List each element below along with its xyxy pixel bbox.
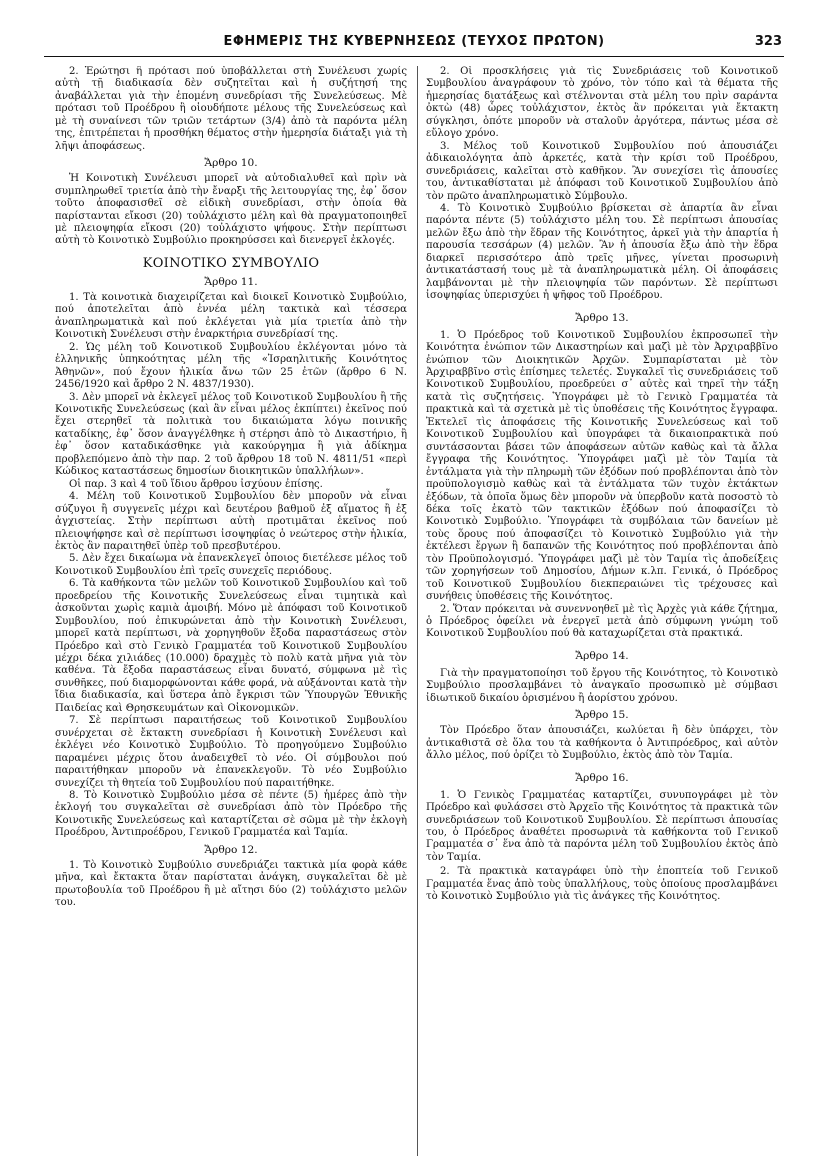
paragraph-art16-1: 1. Ὁ Γενικὸς Γραμματέας καταρτίζει, συνυπογράφει μὲ τὸν Πρόεδρο καὶ φυλάσσει στὸ Ἀρχεῖο τῆς Κοινότητος τὰ πρακτικὰ τῶν συνεδριάσεων τοῦ Κοινοτικοῦ Συμβουλίου. Σὲ περίπτωσι ἀπουσίας του, ὁ Πρόεδρος ἀναθέτει προσωρινὰ τὰ καθήκοντα τοῦ Γενικοῦ Γραμματέα σ᾽ ἕνα ἀπὸ τὰ παρόντα μέλη τοῦ Συμβουλίου ἐκτὸς ἀπὸ τὸν Ταμία. (426, 789, 778, 863)
paragraph-art12-2: 2. Οἱ προσκλήσεις γιὰ τὶς Συνεδριάσεις τοῦ Κοινοτικοῦ Συμβουλίου ἀναγράφουν τὸ χρόνο, τὸν τόπο καὶ τὰ θέματα τῆς ἡμερησίας διατάξεως καὶ στέλνονται στὰ μέλη του πρὶν σαράντα ὀκτὼ (48) ὧρες τοὐλάχιστον, ἐκτὸς ἂν πρόκειται γιὰ ἔκτακτη σύγκλησι, ὁπότε μποροῦν νὰ σταλοῦν ἀργότερα, πάντως μέσα σὲ εὔλογο χρόνο. (426, 66, 778, 140)
gazette-title: ΕΦΗΜΕΡΙΣ ΤΗΣ ΚΥΒΕΡΝΗΣΕΩΣ (ΤΕΥΧΟΣ ΠΡΩΤΟΝ) (223, 34, 605, 49)
article-14-heading: Ἄρθρο 14. (575, 649, 629, 662)
article-12-heading: Ἄρθρο 12. (204, 843, 258, 856)
paragraph-art11-2: 2. Ὡς μέλη τοῦ Κοινοτικοῦ Συμβουλίου ἐκλέγονται μόνο τὰ ἑλληνικῆς ὑπηκοότητας μέλη τῆς «Ἰσραηλιτικῆς Κοινότητος Ἀθηνῶν», πού ἔχουν ἡλικία ἄνω τῶν 25 ἐτῶν (ἄρθρο 6 Ν. 2456/1920 καὶ ἄρθρο 2 Ν. 4837/1930). (55, 341, 407, 391)
paragraph-art11-5: 5. Δὲν ἔχει δικαίωμα νὰ ἐπανεκλεγεῖ ὁποιος διετέλεσε μέλος τοῦ Κοινοτικοῦ Συμβουλίου ἐπὶ τρεῖς συνεχεῖς περιόδους. (55, 553, 407, 577)
paragraph-art11-1: 1. Τὰ κοινοτικὰ διαχειρίζεται καὶ διοικεῖ Κοινοτικὸ Συμβούλιο, πού ἀποτελεῖται ἀπὸ ἐννέα μέλη τακτικὰ καὶ τέσσερα ἀναπληρωματικὰ καὶ πού ἐκλέγεται γιὰ μία τριετία ἀπὸ τὴν Κοινοτικὴ Συνέλευσι στὴν ἐναρκτήρια συνεδρίασί της. (55, 291, 407, 341)
article-15-heading: Ἄρθρο 15. (575, 709, 629, 722)
article-11-heading: Ἄρθρο 11. (204, 275, 258, 288)
paragraph-art14: Γιὰ τὴν πραγματοποίησι τοῦ ἔργου τῆς Κοινότητος, τὸ Κοινοτικὸ Συμβούλιο προσλαμβάνει τὸ ἀναγκαῖο προσωπικὸ μὲ σύμβασι ἰδιωτικοῦ δικαίου ὁρισμένου ἢ ἀορίστου χρόνου. (426, 667, 778, 704)
paragraph-art11-6: 6. Τὰ καθήκοντα τῶν μελῶν τοῦ Κοινοτικοῦ Συμβουλίου καὶ τοῦ προεδρείου τῆς Κοινοτικῆς Συνελεύσεως εἶναι τιμητικὰ καὶ ἀσκοῦνται χωρὶς καμιὰ ἀμοιβή. Μόνο μὲ ἀπόφασι τοῦ Κοινοτικοῦ Συμβουλίου, πού ἐπικυρώνεται ἀπὸ τὴν Κοινοτικὴ Συνέλευσι, μπορεῖ κατὰ περίπτωσι, νὰ χορηγηθοῦν ἔξοδα παραστάσεως στὸν Πρόεδρο καὶ στὸ Γενικὸ Γραμματέα τοῦ Κοινοτικοῦ Συμβουλίου μέχρι δέκα χιλιάδες (10.000) δραχμὲς τὸ πολὺ κατὰ μῆνα γιὰ τὸν καθένα. Τὰ ἔξοδα παραστάσεως εἶναι δυνατό, σύμφωνα μὲ τὶς συνθῆκες, πού διαμορφώνονται κάθε φορά, νὰ αὐξάνονται κατὰ τὴν ἴδια διαδικασία, καὶ ὕστερα ἀπὸ ἔγκρισι τῶν Ὑπουργῶν Ἐθνικῆς Παιδείας καὶ Θρησκευμάτων καὶ Οἰκονομικῶν. (55, 578, 407, 714)
column-divider (417, 66, 418, 1156)
paragraph-art11-3b: Οἱ παρ. 3 καὶ 4 τοῦ ἴδιου ἄρθρου ἰσχύουν ἐπίσης. (69, 478, 323, 490)
paragraph-art10: Ἡ Κοινοτικὴ Συνέλευσι μπορεῖ νὰ αὐτοδιαλυθεῖ καὶ πρὶν νὰ συμπληρωθεῖ τριετία ἀπὸ τὴν ἔναρξι τῆς λειτουργίας της, ἐφ᾽ ὅσον τοῦτο ἀποφασισθεῖ σὲ εἰδικὴ συνεδρίασι, στὴν ὁποία θὰ παρίστανται εἴκοσι (20) τοὐλάχιστο μέλη καὶ θὰ πραγματοποιηθεῖ μὲ πλειοψηφία εἴκοσι (20) τοὐλάχιστο ψήφους. Στὴν περίπτωσι αὐτὴ τὸ Κοινοτικὸ Συμβούλιο προκηρύσσει καὶ διενεργεῖ ἐκλογές. (55, 173, 407, 247)
right-column (426, 66, 778, 1158)
paragraph-art15: Τὸν Πρόεδρο ὅταν ἀπουσιάζει, κωλύεται ἢ δὲν ὑπάρχει, τὸν ἀντικαθιστᾶ σὲ ὅλα του τὰ καθήκοντα ὁ Ἀντιπρόεδρος, καὶ αὐτὸν ἄλλο μέλος, πού ὁρίζει τὸ Συμβούλιο, ἐκτὸς ἀπὸ τὸν Ταμία. (426, 725, 778, 762)
article-16-heading: Ἄρθρο 16. (575, 771, 629, 784)
paragraph-art9-2: 2. Ἐρώτησι ἢ πρότασι πού ὑποβάλλεται στὴ Συνέλευσι χωρίς αὐτὴ τῇ διαδικασία δὲν συζητεῖται καὶ ἡ συζήτησή της ἀναβάλλεται γιὰ τὴν ἑπομένη συνεδρίασι τῆς Συνελεύσεως. Μὲ πρότασι τοῦ Προέδρου ἢ οἱουδήποτε μέλους τῆς Συνελεύσεως καὶ μὲ τὴ συναίνεσι τῶν τριῶν τετάρτων (3/4) ἀπὸ τὰ παρόντα μέλη της, ἐπιτρέπεται ἡ προσθήκη θέματος στὴν ἡμερησία διάταξι γιὰ τὴ λῆψι ἀποφάσεως. (55, 66, 407, 152)
paragraph-art11-8: 8. Τὸ Κοινοτικὸ Συμβούλιο μέσα σὲ πέντε (5) ἡμέρες ἀπὸ τὴν ἐκλογή του συγκαλεῖται σὲ συνεδρίασι ἀπὸ τὸν Πρόεδρο τῆς Κοινοτικῆς Συνελεύσεως καὶ καταρτίζεται σὲ σῶμα μὲ τὴν ἐκλογὴ Προέδρου, Ἀντιπροέδρου, Γενικοῦ Γραμματέα καὶ Ταμία. (55, 790, 407, 839)
article-13-heading: Ἄρθρο 13. (575, 311, 629, 324)
page-header (44, 34, 784, 57)
paragraph-art12-3: 3. Μέλος τοῦ Κοινοτικοῦ Συμβουλίου πού ἀπουσιάζει ἀδικαιολόγητα ἀπὸ ἀρκετές, κατὰ τὴν κρίσι τοῦ Προέδρου, συνεδριάσεις, καλεῖται στὸ καθῆκον. Ἂν συνεχίσει τὶς ἀπουσίες του, ἀντικαθίσταται μὲ ἀπόφασι τοῦ Κοινοτικοῦ Συμβουλίου ἀπὸ τὸν πρῶτο ἀναπληρωματικὸ Σύμβουλο. (426, 140, 778, 202)
paragraph-art12-1: 1. Τὸ Κοινοτικὸ Συμβούλιο συνεδριάζει τακτικὰ μία φορὰ κάθε μῆνα, καὶ ἔκτακτα ὅταν παρίσταται ἀνάγκη, συγκαλεῖται δὲ μὲ πρωτοβουλία τοῦ Προέδρου ἢ μὲ αἴτησι δύο (2) τοὐλάχιστο μελῶν του. (55, 859, 407, 909)
paragraph-art11-3: 3. Δὲν μπορεῖ νὰ ἐκλεγεῖ μέλος τοῦ Κοινοτικοῦ Συμβουλίου ἢ τῆς Κοινοτικῆς Συνελεύσεως (καὶ ἂν εἶναι μέλος ἐκπίπτει) ἐκεῖνος πού ἔχει στερηθεῖ τὰ πολιτικὰ του δικαιώματα λόγω ποινικῆς καταδίκης, ἐφ᾽ ὅσον ἀναγγέλθηκε ἡ στέρησι ἀπὸ τὸ Δικαστήριο, ἢ ἐφ᾽ ὅσον καταδικάσθηκε γιὰ κακούργημα ἢ γιὰ ἀδίκημα προβλεπόμενο ἀπὸ τὴν παρ. 2 τοῦ ἄρθρου 18 τοῦ Ν. 4811/51 «περὶ Κώδικος καταστάσεως δημοσίων διοικητικῶν ὑπαλλήλων». (55, 391, 407, 478)
paragraph-art13-2: 2. Ὅταν πρόκειται νὰ συνεννοηθεῖ μὲ τὶς Ἀρχὲς γιὰ κάθε ζήτημα, ὁ Πρόεδρος ὀφείλει νὰ ἐνεργεῖ μετὰ ἀπὸ σύμφωνη γνώμη τοῦ Κοινοτικοῦ Συμβουλίου πού θὰ καταχωρίζεται στὰ πρακτικά. (426, 603, 778, 640)
left-column (55, 66, 407, 1158)
paragraph-art11-7: 7. Σὲ περίπτωσι παραιτήσεως τοῦ Κοινοτικοῦ Συμβουλίου συνέρχεται σὲ ἔκτακτη συνεδρίασι ἡ Κοινοτικὴ Συνέλευσι καὶ ἐκλέγει νέο Κοινοτικὸ Συμβούλιο. Τὸ προηγούμενο Συμβούλιο παραμένει μέχρις ὅτου ἀναδειχθεῖ τὸ νέο. Οἱ σύμβουλοι πού παραιτήθηκαν μποροῦν νὰ ἐπανεκλεγοῦν. Τὸ νέο Συμβούλιο συνεχίζει τὴ θητεία τοῦ Συμβουλίου πού παραιτήθηκε. (55, 715, 407, 789)
section-title: ΚΟΙΝΟΤΙΚΟ ΣΥΜΒΟΥΛΙΟ (142, 255, 320, 271)
paragraph-art16-2: 2. Τὰ πρακτικὰ καταγράφει ὑπὸ τὴν ἐποπτεία τοῦ Γενικοῦ Γραμματέα ἕνας ἀπὸ τοὺς ὑπαλλήλους, τοὺς ὁποίους προσλαμβάνει τὸ Κοινοτικὸ Συμβούλιο γιὰ τὶς ἀνάγκες τῆς Κοινότητος. (426, 866, 778, 903)
paragraph-art11-4: 4. Μέλη τοῦ Κοινοτικοῦ Συμβουλίου δὲν μποροῦν νὰ εἶναι σύζυγοι ἢ συγγενεῖς μέχρι καὶ δευτέρου βαθμοῦ ἐξ αἵματος ἢ ἐξ ἀγχιστείας. Στὴν περίπτωσι αὐτὴ προτιμᾶται ἐκεῖνος πού πλειοψήφησε καὶ σὲ περίπτωσι ἰσοψηφίας ὁ νεώτερος στὴν ἡλικία, ἐκτὸς ἂν παραιτηθεῖ ὑπὲρ τοῦ πρεσβυτέρου. (55, 491, 407, 552)
page-number: 323 (754, 34, 782, 49)
article-10-heading: Ἄρθρο 10. (204, 157, 258, 170)
paragraph-art13-1: 1. Ὁ Πρόεδρος τοῦ Κοινοτικοῦ Συμβουλίου ἐκπροσωπεῖ τὴν Κοινότητα ἐνώπιον τῶν Δικαστηρίων καὶ μαζὶ μὲ τὸν Ἀρχιραββῖνο ἐνώπιον τῶν Διοικητικῶν Ἀρχῶν. Συμπαρίσταται μὲ τὸν Ἀρχιραββῖνο στὶς ἐπίσημες τελετές. Συγκαλεῖ τὶς συνεδριάσεις τοῦ Κοινοτικοῦ Συμβουλίου, προεδρεύει σ᾽ αὐτὲς καὶ τηρεῖ τὴν τάξη κατὰ τὶς συζητήσεις. Ὑπογράφει μὲ τὸ Γενικὸ Γραμματέα τὰ πρακτικὰ καὶ τὰ σχετικὰ μὲ τὶς ὑποθέσεις τῆς Κοινότητος ἔγγραφα. Ἐκτελεῖ τὶς ἀποφάσεις τῆς Κοινοτικῆς Συνελεύσεως καὶ τοῦ Κοινοτικοῦ Συμβουλίου καὶ ὑπογράφει τὰ δικαιοπρακτικὰ πού συντάσσονται βάσει τῶν ἀποφάσεων αὐτῶν καθὼς καὶ τὰ ἄλλα ἔγγραφα τῆς Κοινότητος. Ὑπογράφει μαζὶ μὲ τὸν Ταμία τὰ ἐντάλματα γιὰ τὴν πληρωμὴ τῶν ἐξόδων πού προβλέπονται ἀπὸ τὸν προϋπολογισμὸ καθὼς καὶ τὰ ἐντάλματα τῶν τυχὸν ἐκτάκτων ἐξόδων, τὰ ὁποῖα ὅμως δὲν μποροῦν νὰ ὑπερβοῦν κατὰ ποσοστὸ τὸ δέκα τοῖς ἑκατὸ τῶν τακτικῶν ἐξόδων πού ἀποφασίζει τὸ Κοινοτικὸ Συμβούλιο. Ὑπογράφει τὰ συμβόλαια τῶν δανείων μὲ τοὺς ὅρους πού ἀποφασίζει τὸ Κοινοτικὸ Συμβούλιο γιὰ τὴν ἐκτέλεσι ἔργων ἢ δαπανῶν τῆς Κοινότητος πού προβλέπονται ἀπὸ τὸν Προϋπολογισμό. Ὑπογράφει μαζὶ μὲ τὸν Ταμία τὶς ἀποδείξεις τῶν χορηγήσεων τοῦ Δημοσίου, Δήμων κ.λπ. Γενικά, ὁ Πρόεδρος τοῦ Κοινοτικοῦ Συμβουλίου διεκπεραιώνει τὶς τρέχουσες καὶ συνήθεις ὑποθέσεις τῆς Κοινότητος. (426, 329, 778, 603)
paragraph-art12-4: 4. Τὸ Κοινοτικὸ Συμβούλιο βρίσκεται σὲ ἀπαρτία ἂν εἶναι παρόντα πέντε (5) τοὐλάχιστο μέλη του. Σὲ περίπτωσι ἀπουσίας μελῶν ἔξω ἀπὸ τὴν ἕδραν τῆς Κοινότητος, ἀρκεῖ γιὰ τὴν ἀπαρτία ἡ παρουσία τεσσάρων (4) μελῶν. Ἂν ἡ ἀπουσία ἔξω ἀπὸ τὴν ἕδρα διαρκεῖ περισσότερο ἀπὸ τρεῖς μῆνες, γίνεται προσωρινὴ ἀντικατάστασή τους μὲ τὰ ἀναπληρωματικὰ μέλη. Οἱ ἀποφάσεις λαμβάνονται μὲ τὴν πλειοψηφία τῶν παρόντων. Σὲ περίπτωσι ἰσοψηφίας ὑπερισχύει ἡ ψῆφος τοῦ Προέδρου. (426, 202, 778, 302)
